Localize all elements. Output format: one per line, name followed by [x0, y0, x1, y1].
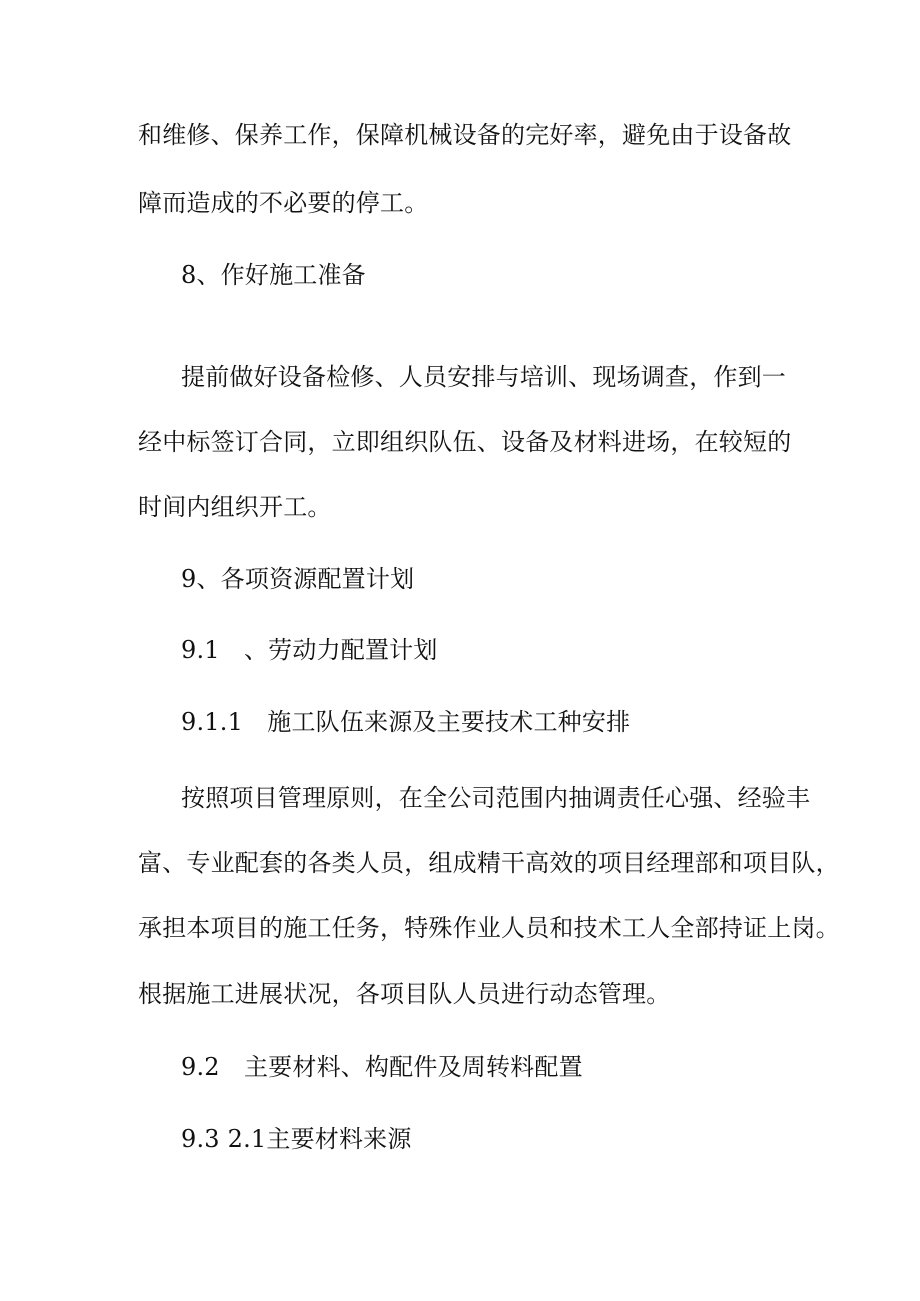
subsection-heading: 9.3 2.1主要材料来源 — [181, 1125, 412, 1153]
paragraph-line: 按照项目管理原则，在全公司范围内抽调责任心强、经验丰 — [181, 784, 811, 812]
paragraph-line: 障而造成的不必要的停工。 — [138, 189, 429, 217]
paragraph-line: 经中标签订合同，立即组织队伍、设备及材料进场，在较短的 — [138, 428, 792, 456]
paragraph-line: 提前做好设备检修、人员安排与培训、现场调查，作到一 — [181, 363, 786, 391]
subsubsection-heading: 9.1.1 施工队伍来源及主要技术工种安排 — [181, 708, 631, 736]
paragraph-line: 富、专业配套的各类人员，组成精干高效的项目经理部和项目队， — [138, 849, 840, 877]
section-heading: 9、各项资源配置计划 — [181, 565, 415, 593]
paragraph-line: 和维修、保养工作，保障机械设备的完好率，避免由于设备故 — [138, 121, 792, 149]
paragraph-line: 时间内组织开工。 — [138, 493, 332, 521]
paragraph-line: 根据施工进展状况，各项目队人员进行动态管理。 — [138, 980, 671, 1008]
paragraph-line: 承担本项目的施工任务，特殊作业人员和技术工人全部持证上岗。 — [138, 914, 840, 942]
subsection-heading: 9.1 、劳动力配置计划 — [181, 636, 438, 664]
section-heading: 8、作好施工准备 — [181, 261, 366, 289]
subsection-heading: 9.2 主要材料、构配件及周转料配置 — [181, 1053, 583, 1081]
